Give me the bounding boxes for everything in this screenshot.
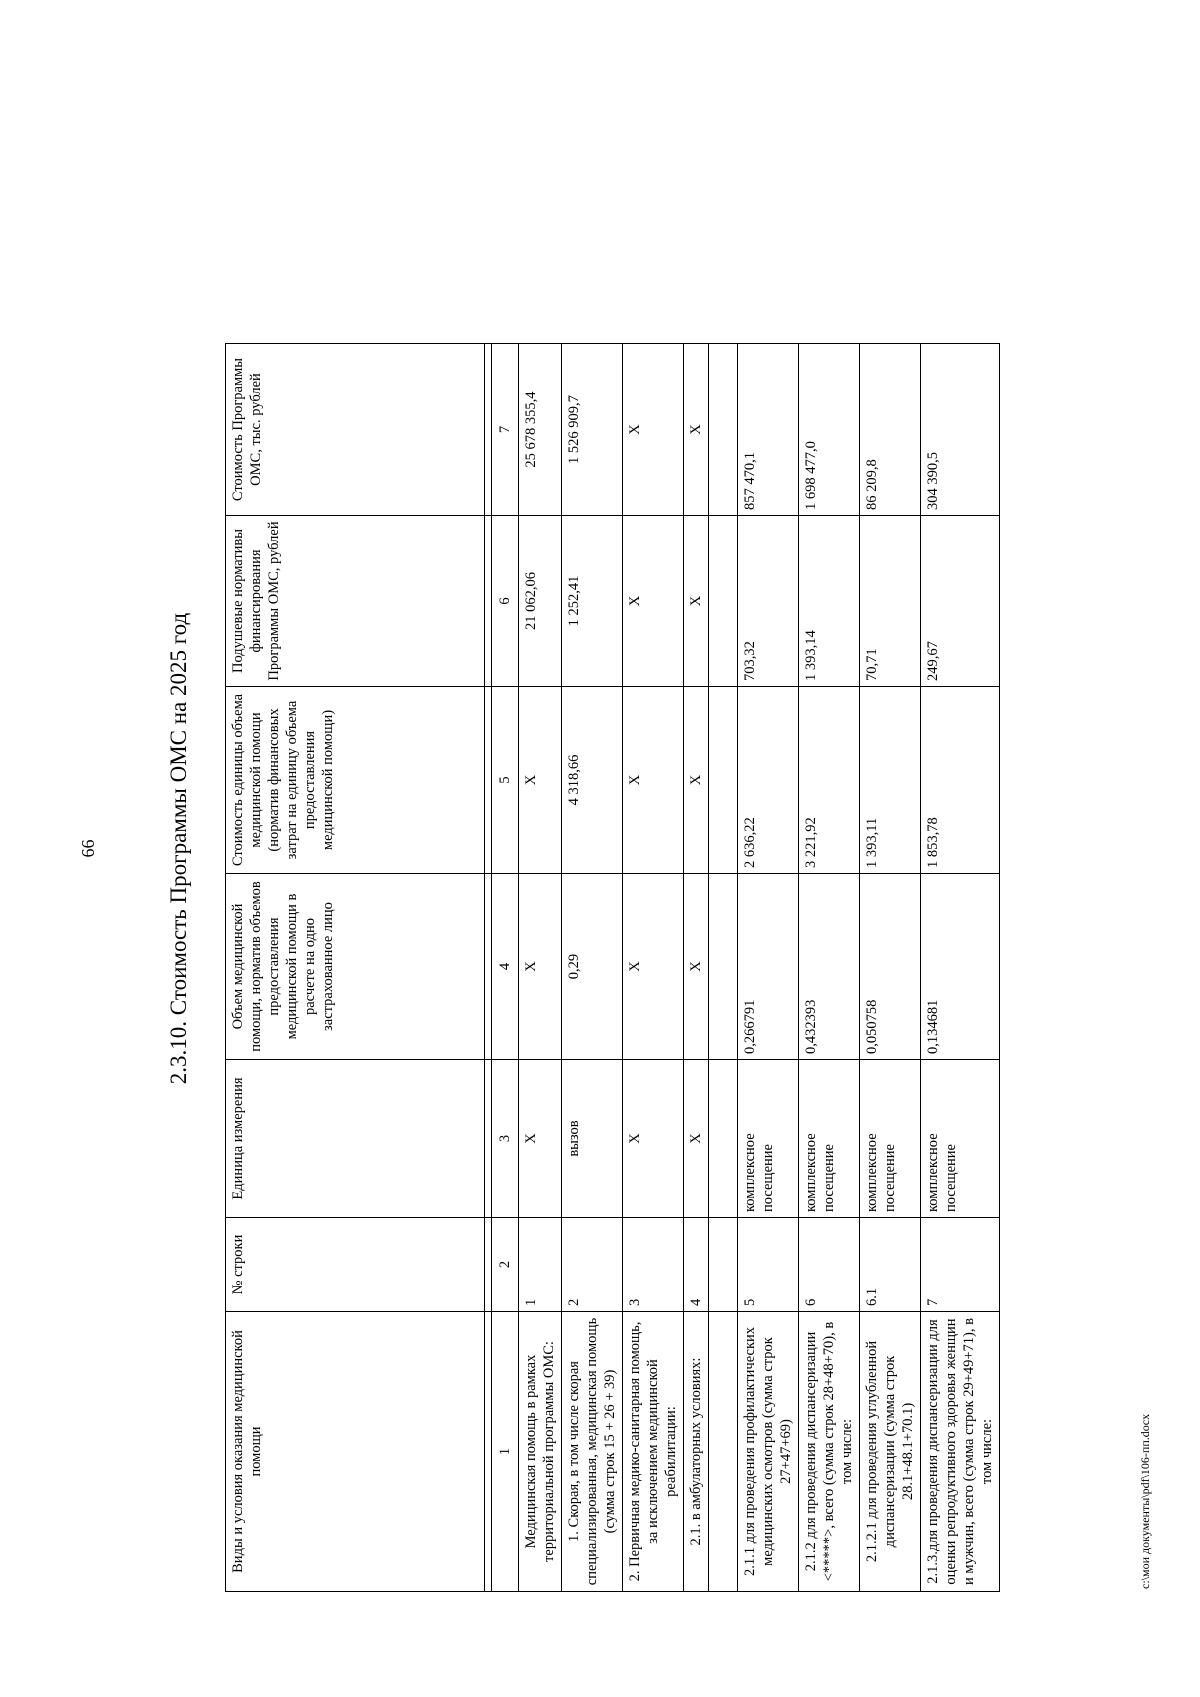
row-number: 4 xyxy=(684,1218,709,1312)
volume-cell: X xyxy=(684,874,709,1060)
row-number: 2 xyxy=(562,1218,623,1312)
footer-file-path: c:\мои документы\pdf\106-пп.docx xyxy=(1138,1413,1152,1589)
per-capita-cell: X xyxy=(623,516,684,687)
cost-table-wrapper xyxy=(225,343,1000,1592)
cost-table xyxy=(225,343,1000,1592)
row-label: 2. Первичная медико-санитарная помощь, за исключением медицинской реабилитации: xyxy=(623,1312,684,1592)
volume-cell: 0,134681 xyxy=(921,874,1000,1060)
page-title: 2.3.10. Стоимость Программы ОМС на 2025 год xyxy=(166,612,191,1085)
table-row xyxy=(860,344,921,1592)
table-row xyxy=(799,344,860,1592)
unit-cost-cell: X xyxy=(623,687,684,874)
table-row xyxy=(921,344,1000,1592)
total-cost-cell: 1 526 909,7 xyxy=(562,344,623,516)
empty-cell xyxy=(709,516,738,687)
row-number: 6.1 xyxy=(860,1218,921,1312)
per-capita-cell: 249,67 xyxy=(921,516,1000,687)
unit-cell: комплексное посещение xyxy=(921,1060,1000,1218)
unit-cell: комплексное посещение xyxy=(860,1060,921,1218)
empty-cell xyxy=(709,1060,738,1218)
column-number: 6 xyxy=(492,516,519,687)
unit-cell: вызов xyxy=(562,1060,623,1218)
total-cost-cell: X xyxy=(623,344,684,516)
header-cell: Объем медицинской помощи, норматив объемов предоставления медицинской помощи в расчете на одно застрахованное лицо xyxy=(226,874,485,1060)
row-number: 7 xyxy=(921,1218,1000,1312)
per-capita-cell: 21 062,06 xyxy=(519,516,562,687)
row-number: 6 xyxy=(799,1218,860,1312)
column-number: 4 xyxy=(492,874,519,1060)
per-capita-cell: 1 393,14 xyxy=(799,516,860,687)
row-number: 3 xyxy=(623,1218,684,1312)
total-cost-cell: 857 470,1 xyxy=(738,344,799,516)
row-label: 2.1.2.1 для проведения углубленной диспансеризации (сумма строк 28.1+48.1+70.1) xyxy=(860,1312,921,1592)
header-cell: Единица измерения xyxy=(226,1060,485,1218)
per-capita-cell: X xyxy=(684,516,709,687)
volume-cell: 0,432393 xyxy=(799,874,860,1060)
unit-cell: X xyxy=(623,1060,684,1218)
column-number-row xyxy=(492,344,519,1592)
total-cost-cell: 304 390,5 xyxy=(921,344,1000,516)
unit-cost-cell: 1 853,78 xyxy=(921,687,1000,874)
header-cell: № строки xyxy=(226,1218,485,1312)
unit-cell: комплексное посещение xyxy=(799,1060,860,1218)
empty-cell xyxy=(709,874,738,1060)
per-capita-cell: 703,32 xyxy=(738,516,799,687)
unit-cell: комплексное посещение xyxy=(738,1060,799,1218)
table-row xyxy=(519,344,562,1592)
row-label: 2.1. в амбулаторных условиях: xyxy=(684,1312,709,1592)
header-cell: Стоимость Программы ОМС, тыс. рублей xyxy=(226,344,485,516)
row-label: 2.1.2 для проведения диспансеризации <*****>, всего (сумма строк 28+48+70), в том числе: xyxy=(799,1312,860,1592)
empty-cell xyxy=(709,687,738,874)
volume-cell: 0,050758 xyxy=(860,874,921,1060)
volume-cell: X xyxy=(623,874,684,1060)
header-cell: Виды и условия оказания медицинской помощи xyxy=(226,1312,485,1592)
table-row-empty xyxy=(709,344,738,1592)
total-cost-cell: 25 678 355,4 xyxy=(519,344,562,516)
row-label: 2.1.1 для проведения профилактических медицинских осмотров (сумма строк 27+47+69) xyxy=(738,1312,799,1592)
total-cost-cell: 86 209,8 xyxy=(860,344,921,516)
per-capita-cell: 70,71 xyxy=(860,516,921,687)
header-cell: Подушевые нормативы финансирования Программы ОМС, рублей xyxy=(226,516,485,687)
row-label: Медицинская помощь в рамках территориальной программы ОМС: xyxy=(519,1312,562,1592)
unit-cost-cell: 4 318,66 xyxy=(562,687,623,874)
page-number: 66 xyxy=(78,839,98,858)
volume-cell: X xyxy=(519,874,562,1060)
unit-cost-cell: 3 221,92 xyxy=(799,687,860,874)
row-number: 1 xyxy=(519,1218,562,1312)
total-cost-cell: X xyxy=(684,344,709,516)
unit-cost-cell: 1 393,11 xyxy=(860,687,921,874)
row-number: 5 xyxy=(738,1218,799,1312)
empty-cell xyxy=(709,1218,738,1312)
volume-cell: 0,29 xyxy=(562,874,623,1060)
per-capita-cell: 1 252,41 xyxy=(562,516,623,687)
volume-cell: 0,266791 xyxy=(738,874,799,1060)
empty-cell xyxy=(709,344,738,516)
column-number: 5 xyxy=(492,687,519,874)
table-row xyxy=(684,344,709,1592)
column-number: 3 xyxy=(492,1060,519,1218)
unit-cost-cell: 2 636,22 xyxy=(738,687,799,874)
row-label: 1. Скорая, в том числе скорая специализированная, медицинская помощь (сумма строк 15 + 26 + 39) xyxy=(562,1312,623,1592)
column-number: 7 xyxy=(492,344,519,516)
row-label: 2.1.3.для проведения диспансеризации для оценки репродуктивного здоровья женщин и мужчин, всего (сумма строк 29+49+71), в том числе: xyxy=(921,1312,1000,1592)
total-cost-cell: 1 698 477,0 xyxy=(799,344,860,516)
unit-cost-cell: X xyxy=(684,687,709,874)
unit-cell: X xyxy=(684,1060,709,1218)
table-row xyxy=(623,344,684,1592)
unit-cell: X xyxy=(519,1060,562,1218)
unit-cost-cell: X xyxy=(519,687,562,874)
table-gap-row xyxy=(485,344,492,1592)
column-number: 1 xyxy=(492,1312,519,1592)
header-cell: Стоимость единицы объема медицинской помощи (норматив финансовых затрат на единицу объема предоставления медицинской помощи) xyxy=(226,687,485,874)
empty-cell xyxy=(709,1312,738,1592)
table-row xyxy=(562,344,623,1592)
table-row xyxy=(738,344,799,1592)
table-header-row xyxy=(226,344,485,1592)
column-number: 2 xyxy=(492,1218,519,1312)
